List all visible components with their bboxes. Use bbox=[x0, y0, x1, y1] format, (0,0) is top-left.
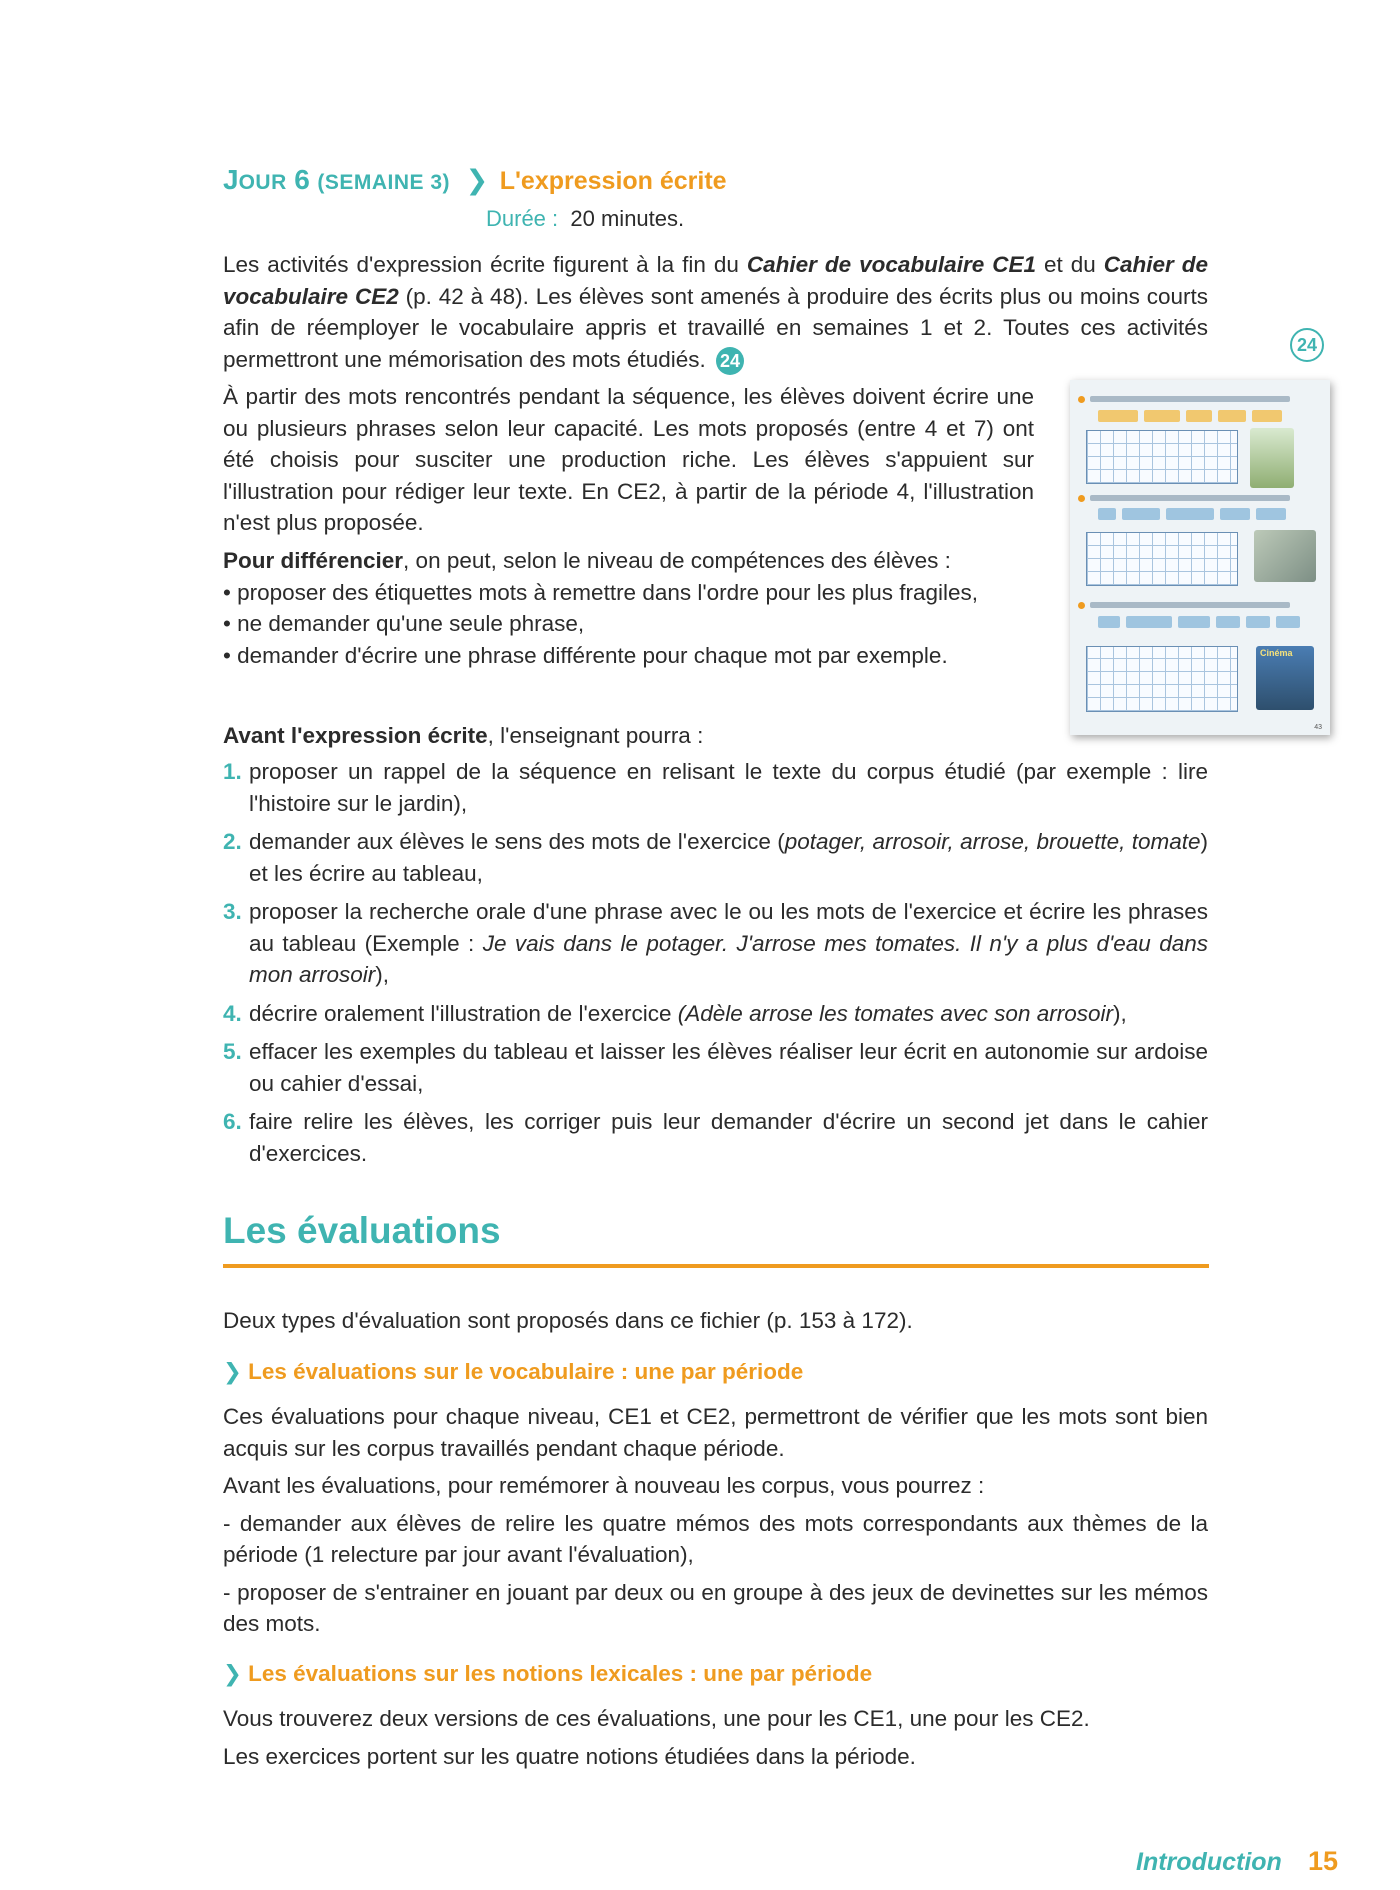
list-item: 3. proposer la recherche orale d'une phrase avec le ou les mots de l'exercice et écrire les phrases au tableau (Exemple : Je vais dans le potager. J'arrose mes tomates. Il n'y a plus d'eau dans mon arrosoir), bbox=[223, 899, 1208, 987]
differentiation-block: Pour différencier, on peut, selon le niveau de compétences des élèves : • proposer des étiquettes mots à remettre dans l'ordre pour les plus fragiles, • ne demander qu'une seule phrase, • demander d'écrire une phrase différente pour chaque mot par exemple. bbox=[223, 545, 1034, 671]
list-item: 4. décrire oralement l'illustration de l'exercice (Adèle arrose les tomates avec son arrosoir), bbox=[223, 1000, 1127, 1026]
lexical-evaluation-text: Vous trouverez deux versions de ces évaluations, une pour les CE1, une pour les CE2. Les exercices portent sur les quatre notions étudiées dans la période. bbox=[223, 1706, 1090, 1769]
workbook-thumbnail bbox=[1070, 380, 1330, 735]
subheading-lexical: ❯ Les évaluations sur les notions lexicales : une par période bbox=[223, 1661, 873, 1686]
chevron-right-icon: ❯ bbox=[465, 165, 489, 195]
reference-badge: 24 bbox=[716, 347, 744, 375]
vocabulary-evaluation-text: Ces évaluations pour chaque niveau, CE1 et CE2, permettront de vérifier que les mots sont bien acquis sur les corpus travaillés pendant chaque période. Avant les évaluations, pour remémorer à nouveau les corpus, vous pourrez : - demander aux élèves de relire les quatre mémos des mots correspondants aux thèmes de la période (1 relecture par jour avant l'évaluation), - proposer de s'entrainer en jouant par deux ou en groupe à des jeux de devinettes sur les mémos des mots. bbox=[223, 1404, 1208, 1636]
evaluations-intro: Deux types d'évaluation sont proposés dans ce fichier (p. 153 à 172). bbox=[223, 1308, 913, 1333]
before-writing-intro: Avant l'expression écrite, l'enseignant pourra : bbox=[223, 723, 704, 748]
bullet-item: • ne demander qu'une seule phrase, bbox=[223, 611, 585, 636]
list-item: 1. proposer un rappel de la séquence en relisant le texte du corpus étudié (par exemple : lire l'histoire sur le jardin), bbox=[223, 759, 1208, 816]
page-number: 15 bbox=[1308, 1846, 1339, 1876]
cinema-label: Cinéma bbox=[1260, 648, 1293, 658]
chevron-right-icon: ❯ bbox=[223, 1661, 242, 1686]
activity-title: L'expression écrite bbox=[499, 167, 727, 195]
duration: Durée : 20 minutes. bbox=[486, 206, 685, 231]
day-title: JOUR 6 (SEMAINE 3) ❯ L'expression écrite bbox=[223, 164, 727, 195]
thumbnail-page-number: 43 bbox=[1314, 724, 1322, 731]
section-title: Les évaluations bbox=[223, 1210, 501, 1251]
chevron-right-icon: ❯ bbox=[223, 1359, 242, 1384]
steps-list bbox=[223, 756, 1208, 1176]
margin-reference-badge: 24 bbox=[1290, 328, 1324, 362]
bullet-item: • demander d'écrire une phrase différente pour chaque mot par exemple. bbox=[223, 642, 948, 668]
list-item: 2. demander aux élèves le sens des mots de l'exercice (potager, arrosoir, arrose, brouette, tomate) et les écrire au tableau, bbox=[223, 829, 1209, 886]
list-item: 6. faire relire les élèves, les corriger puis leur demander d'écrire un second jet dans le cahier d'exercices. bbox=[223, 1109, 1208, 1166]
section-divider bbox=[223, 1264, 1209, 1268]
bullet-item: • proposer des étiquettes mots à remettre dans l'ordre pour les plus fragiles, bbox=[223, 579, 979, 605]
intro-paragraph-2: À partir des mots rencontrés pendant la séquence, les élèves doivent écrire une ou plusieurs phrases selon leur capacité. Les mots proposés (entre 4 et 7) ont été choisis pour susciter une production riche. Les élèves s'appuient sur l'illustration pour rédiger leur texte. En CE2, à partir de la période 4, l'illustration n'est plus proposée. bbox=[223, 384, 1034, 535]
intro-paragraph-1: Les activités d'expression écrite figurent à la fin du Cahier de vocabulaire CE1 et du Cahier de vocabulaire CE2 (p. 42 à 48). Les élèves sont amenés à produire des écrits plus ou moins courts afin de réemployer le vocabulaire appris et travaillé en semaines 1 et 2. Toutes ces activités permettront une mémorisation des mots étudiés. 24 bbox=[223, 249, 1208, 375]
list-item: 5. effacer les exemples du tableau et laisser les élèves réaliser leur écrit en autonomie sur ardoise ou cahier d'essai, bbox=[223, 1039, 1208, 1096]
footer-section-label: Introduction bbox=[1136, 1848, 1282, 1876]
subheading-vocabulary: ❯ Les évaluations sur le vocabulaire : une par période bbox=[223, 1359, 804, 1384]
